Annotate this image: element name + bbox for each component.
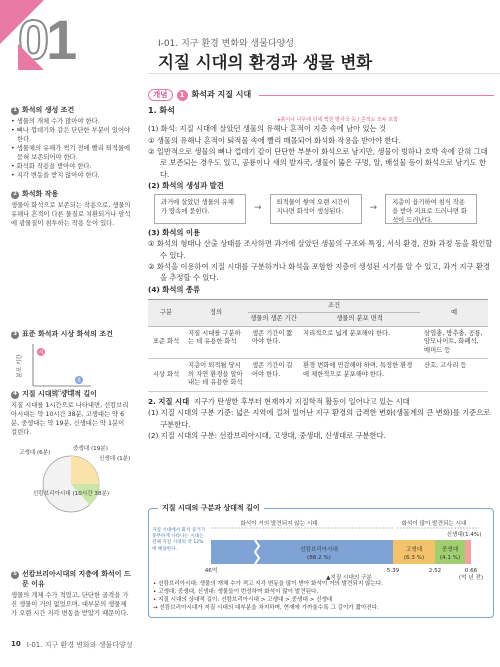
- segment-cenozoic: [465, 540, 471, 564]
- arrow-right-icon: →: [369, 203, 378, 214]
- table-cell: 지리적으로 넓게 분포해야 한다.: [299, 326, 420, 359]
- table-cell: 시상 화석: [148, 359, 184, 392]
- header-divider: [148, 73, 500, 74]
- segment-label: 고생대: [405, 547, 423, 553]
- list-item: • 뼈나 껍데기와 같은 단단한 부분이 있어야 한다.: [11, 127, 131, 145]
- concept-header: [148, 88, 494, 102]
- tick-label: 0.66: [464, 568, 478, 574]
- paragraph: [148, 396, 494, 407]
- note-number: 1: [11, 107, 19, 115]
- note-number: 2: [11, 191, 19, 199]
- list-item: • 생물체의 유해가 썩기 전에 빨리 퇴적물에 묻혀 보존되어야 한다.: [11, 145, 131, 163]
- sidebar-note-index-facies: [11, 330, 131, 396]
- chapter-number: 01: [18, 8, 75, 71]
- paragraph: ① 생물의 유해나 흔적이 퇴적물 속에 빨리 매몰되어 화석화 작용을 받아야 한다.: [148, 135, 401, 145]
- tick-label: 2.52: [428, 568, 442, 574]
- table-cell: 생존 기간이 길어야 한다.: [248, 359, 299, 392]
- tick-label: 5.39: [386, 568, 400, 574]
- paragraph: ① 화석의 형태나 산출 상태를 조사하면 과거에 살았던 생물의 구조와 특징, 서식 환경, 진화 과정 등을 확인할 수 있다.: [148, 239, 493, 260]
- section-heading: 1. 화석: [148, 106, 175, 115]
- index-facies-graph: [11, 342, 131, 392]
- table-cell: 삼엽충, 방추충, 공룡, 암모나이트, 화폐석, 매머드 등: [420, 326, 488, 359]
- pie-paleozoic: [71, 456, 99, 484]
- sidebar-note-fossil-conditions: [11, 106, 131, 181]
- paragraph: (4) 화석의 종류: [148, 284, 201, 294]
- page-title: 지질 시대의 환경과 생물 변화: [158, 53, 373, 72]
- chart-notes: [153, 580, 489, 612]
- list-item: • 생물의 개체 수가 많아야 한다.: [11, 118, 131, 127]
- chart-side-note: 지질 시대에서 화석 증거가 풍부하게 나타나는 시대는 전체 지질 시대의 약 12%에 해당한다.: [152, 528, 206, 552]
- paragraph: (1) 화석: 지질 시대에 살았던 생물의 유해나 흔적이 지층 속에 남아 있는 것: [148, 124, 386, 134]
- table-cell: 표준 화석: [148, 326, 184, 359]
- segment-pct: (4.1 %): [439, 555, 461, 561]
- pie-label-mesozoic: 중생대 (19분): [73, 445, 108, 452]
- note-line: • 선캄브리아시대: 생물의 개체 수가 적고 지각 변동을 많이 받아 화석이 거의 발견되지 않는다.: [153, 581, 384, 587]
- note-line: • 지질 시대의 상대적 길이: 선캄브리아시대 > 고생대 > 중생대 > 신생대: [153, 597, 333, 604]
- paragraph: (1) 지질 시대의 구분 기준: 넓은 지역에 걸쳐 일어난 지구 환경의 급격한 변화(생물계의 큰 변화)를 기준으로 구분한다.: [148, 408, 491, 429]
- table-cell: 환경 변화에 민감해야 하며, 특정한 환경에 제한적으로 분포해야 한다.: [299, 359, 420, 392]
- list-item: • 화석화 작용을 받아야 한다.: [11, 163, 131, 172]
- chapter-triangle-accent: [18, 44, 44, 70]
- flow-step: 과거에 살았던 생물의 유해가 땅속에 묻힌다.: [154, 194, 246, 224]
- fossil-types-table: [148, 299, 488, 392]
- paragraph: (2) 화석의 생성과 발견: [148, 180, 224, 190]
- note-number: 3: [11, 331, 19, 339]
- note-text: 생물의 개체 수가 적었고, 단단한 골격을 가진 생물이 거의 없었으며, 대부분의 생물체가 오랜 시간 지각 변동을 받았기 때문이다.: [11, 591, 129, 617]
- paragraph: ② 화석을 이용하여 지질 시대를 구분하거나 화석을 포함한 지층이 생성된 시기를 알 수 있고, 과거 지구 환경을 추정할 수 있다.: [148, 262, 491, 283]
- table-header: 구분: [148, 299, 184, 326]
- list-item: • 지각 변동을 받지 않아야 한다.: [11, 172, 131, 181]
- pie-label-paleozoic: 고생대 (6분): [19, 449, 51, 456]
- paragraph: (2) 지질 시대의 구분: 선캄브리아시대, 고생대, 중생대, 신생대로 구분한다.: [148, 430, 386, 440]
- note-title: 화석화 작용: [22, 190, 59, 198]
- paragraph: (3) 화석의 이용: [148, 228, 201, 238]
- flow-step: 지층이 융기하여 침식 작용을 받아 지표로 드러나면 화석이 드러난다.: [385, 194, 477, 224]
- segment-label: 선캄브리아시대: [300, 547, 338, 553]
- page-number: 10: [11, 640, 21, 648]
- page-footer: [11, 640, 133, 650]
- section-text: 지구가 탄생한 후부터 현재까지 지질학적 활동이 일어나고 있는 시대: [193, 396, 410, 406]
- note-title: 지질 시대의 상대적 길이: [22, 390, 97, 398]
- section-heading: 2. 지질 시대: [148, 396, 190, 406]
- table-row: [148, 326, 488, 359]
- tick-unit: (억 년 전): [458, 575, 484, 581]
- table-cell: 생존 기간이 짧아야 한다.: [248, 326, 299, 359]
- label-cenozoic: 신생대(1.4%): [446, 532, 482, 538]
- table-cell: 산호, 고사리 등: [420, 359, 488, 392]
- segment-pct: (88.2 %): [307, 555, 331, 561]
- chapter-subtitle: I-01. 지구 환경 변화와 생물다양성: [158, 39, 294, 49]
- tick-label: 46억: [204, 568, 218, 574]
- table-subheader: 생물의 생존 기간: [248, 313, 299, 327]
- note-line: → 선캄브리아시대가 지질 시대의 대부분을 차지하며, 현재에 가까울수록 그 길이가 짧아진다.: [153, 605, 379, 612]
- facies-fossil-point-label: 시: [38, 349, 44, 356]
- note-title: 선캄브리아시대의 지층에 화석이 드문 이유: [22, 570, 131, 588]
- table-header: 조건: [248, 299, 420, 313]
- table-header: 정의: [184, 299, 248, 326]
- table-subheader: 생물의 분포 면적: [299, 313, 420, 327]
- table-cell: 지층이 퇴적될 당시의 자연 환경을 알아내는 데 유용한 화석: [184, 359, 248, 392]
- note-number: 5: [11, 571, 19, 579]
- arrow-right-icon: →: [254, 203, 262, 214]
- paragraph: ② 일반적으로 생물의 뼈나 껍데기 같이 단단한 부분이 화석으로 남지만, 생물이 빙하나 호박 속에 갇혀 그대로 보존되는 경우도 있고, 공룡이나 새의 발자국, 생물이 뚫은 구멍, 알, 배설물 등이 화석으로 남기도 한다.: [148, 146, 488, 179]
- pie-label-cenozoic: 신생대 (1분): [99, 455, 131, 462]
- label-few-fossils: 화석이 거의 발견되지 않는 시대: [240, 521, 318, 527]
- y-axis-label: 분포 기간: [17, 354, 23, 378]
- concept-title: 화석과 지질 시대: [191, 89, 252, 99]
- concept-tag: 개념: [148, 89, 173, 101]
- fossil-formation-flow: [154, 194, 494, 224]
- segment-label: 중생대: [441, 547, 459, 553]
- note-list: [11, 118, 131, 181]
- chart-caption: ▲지질 시대의 구분: [326, 575, 372, 581]
- note-line: • 고생대, 중생대, 신생대: 생물들이 번성하여 화석이 많이 발견된다.: [153, 589, 319, 596]
- concept-rule: [259, 95, 494, 96]
- concept-number: 1: [177, 90, 188, 101]
- segment-pct: (6.3 %): [403, 555, 425, 561]
- geologic-clock-pie: [11, 440, 131, 518]
- sidebar-note-precambrian-fossils: [11, 570, 131, 619]
- table-cell: 지질 시대를 구분하는 데 유용한 화석: [184, 326, 248, 359]
- index-fossil-point-label: 표: [76, 377, 82, 384]
- note-title: 표준 화석과 시상 화석의 조건: [22, 330, 113, 338]
- footer-text: I-01. 지구 환경 변화와 생물다양성: [26, 641, 133, 649]
- table-row: [148, 359, 488, 392]
- note-number: 4: [11, 391, 19, 399]
- table-header: 예: [420, 299, 488, 326]
- label-many-fossils: 화석이 많이 발견되는 시대: [401, 521, 467, 527]
- main-content: [148, 88, 494, 441]
- pie-label-precambrian: 선캄브리아시대 (10시간 38분): [32, 490, 110, 497]
- chart-title: 지질 시대의 구분과 상대적 길이: [158, 503, 264, 513]
- note-text: 지질 시대를 1시간으로 나타내면, 선캄브리아시대는 약 10시간 38분, 고생대는 약 6분, 중생대는 약 19분, 신생대는 약 1분이 걸린다.: [11, 401, 129, 436]
- flow-step: 퇴적물이 쌓여 오랜 시간이 지나면 화석이 생성된다.: [270, 194, 362, 224]
- annotation: ▸흙이나 나무에 뒤에 찍힌 발자국 등 / 흔적도 모두 포함: [278, 117, 398, 124]
- note-title: 화석의 생성 조건: [22, 106, 75, 114]
- sidebar-note-fossilization: [11, 190, 131, 229]
- sidebar-note-relative-length: [11, 390, 131, 522]
- note-text: 생물이 화석으로 보존되는 작용으로, 생물의 유해나 흔적이 다른 물질로 치환되거나 암석에 광물질이 침투하는 작용 등이 있다.: [11, 201, 131, 227]
